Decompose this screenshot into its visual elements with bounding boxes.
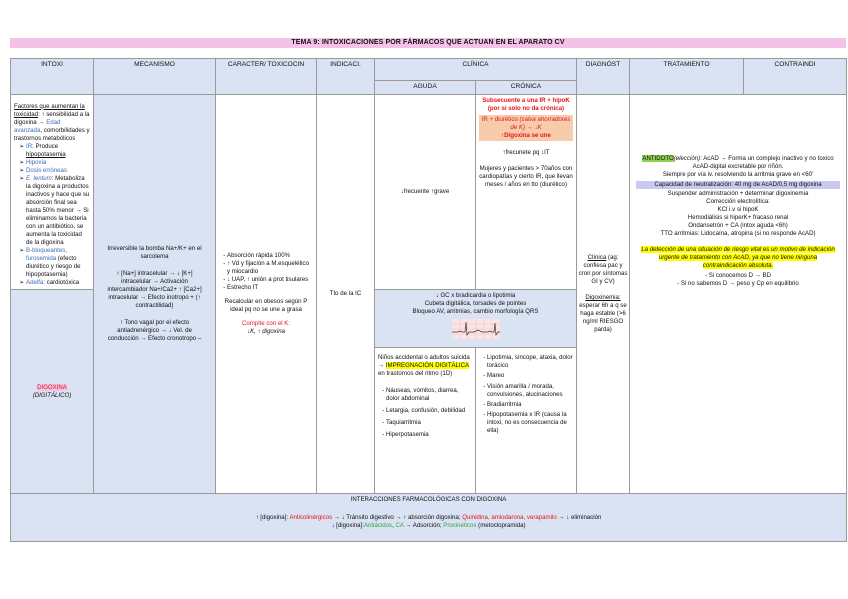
antidoto-text-2: Siempre por vía iv. resolviendo la arritmia grave en <60'	[662, 170, 814, 178]
header-diagnost: DIAGNÓST	[577, 59, 630, 95]
list-item: - Lipotimia, síncope, ataxia, dolor torácico	[487, 354, 573, 370]
list-item: ➢ Hipoxia	[26, 159, 90, 167]
list-item: - Mareo	[487, 372, 573, 380]
header-aguda: AGUDA	[375, 81, 476, 95]
drug-name: DIGOXINA	[37, 383, 67, 391]
caracter-cell	[216, 94, 317, 494]
header-contraindi: CONTRAINDI	[744, 59, 847, 95]
list-item: ➢ E. lentum: Metaboliza la digoxina a productos inactivos y hace que su absorción final sea hasta 50% menor → Si eliminamos la bacteria con un antibiótico, se aumenta la toxicidad de la digoxina	[26, 175, 90, 247]
list-item: - Estrecho IT	[227, 284, 313, 292]
common-line-3: Bloqueo AV, arritmias, cambio morfología QRS	[412, 308, 539, 316]
trat-step: TTO arritmias: Lidocaína, atropina (si no responde AcAD)	[660, 229, 816, 237]
interacciones-title: INTERACCIONES FARMACOLÓGICAS CON DIGOXINA	[350, 496, 507, 504]
list-item: - Letargia, confusión, debilidad	[386, 407, 472, 415]
header-caracter: CARACTER/ TOXICOCIN	[216, 59, 317, 95]
deteccion-text: La detección de una situación de riesgo vital es un motivo de indicación urgente de tratamiento con AcAD, ya que no tiene ninguna contraindicación absoluta.	[641, 246, 835, 270]
trat-d2: - Si no sabemos D → peso y Cp en equilibrio	[677, 280, 799, 288]
aguda-detail-cell	[375, 348, 476, 494]
indicaci-cell: Tto de la IC	[317, 94, 375, 494]
cronica-highlight-box: IR + diurético (salva ahorradores de K) → ↓K ↑Digoxina se une	[479, 115, 573, 141]
list-item: ➢ IR: Produce hipopotasemia	[26, 143, 90, 159]
tratamiento-cell	[630, 94, 847, 494]
list-item: ➢ B-bloqueantes, furosemida (efecto diurético y riesgo de hipopotasemia)	[26, 247, 90, 279]
recalcular-note: Recalcular en obesos según P ideal pq no se une a grasa	[224, 298, 308, 314]
interacciones-line-1: ↑ [digoxina]: Anticolinérgicos → ↓ Tránsito digestivo → ↑ absorción digoxina; Quinidina, amiodarona, verapamilo → ↓ eliminación	[255, 514, 602, 522]
header-tratamiento: TRATAMIENTO	[630, 59, 744, 95]
list-item: - Visión amarilla / morada, convulsiones, alucinaciones	[487, 383, 573, 399]
mecanismo-line-1: Irreversible la bomba Na+/K+ en el sarcolema	[107, 244, 202, 260]
factores-tail: , comorbilidades y trastornos metabólicos	[14, 126, 90, 142]
header-mecanismo: MECANISMO	[94, 59, 216, 95]
factores-heading: Factores que aumentan la toxicidad	[14, 102, 85, 118]
cronica-detail-cell	[476, 348, 577, 494]
trat-step: Suspender administración + determinar digoxinemia	[667, 189, 809, 197]
cronica-text-1: ↑frecunete pq ↓IT	[502, 148, 550, 156]
list-item: - Náuseas, vómitos, diarrea, dolor abdominal	[386, 387, 472, 403]
list-item: - Hipopotasemia x IR (causa la intoxi, no es consecuencia de ella)	[487, 411, 573, 435]
antidoto-text: ANTIDOTO(elección): AcAD → Forma un complejo inactivo y no toxico AcAD-digital excretable por riñón.	[642, 154, 834, 170]
trat-d1: - Si conocemos D → BD	[704, 272, 772, 280]
trat-step: KCl i.v si hipoK	[717, 205, 759, 213]
cronica-text-2: Mujeres y pacientes > 70años con cardiopatías y cierto IR, que llevan meses / años en tto (diurético)	[479, 164, 573, 188]
list-item: ➢ Dosis erróneas	[26, 167, 90, 175]
interacciones-line-2: ↓ [digoxina]:Antiácidos, CA → Adsorción; Procinéticos (metoclopramida)	[331, 522, 526, 530]
aguda-intro: Niños accidental o adultos suicida → IMPREGNACIÓN DIGITÁLICA en trastornos del ritmo (1D)	[378, 354, 470, 378]
header-cronica: CRÓNICA	[476, 81, 577, 95]
trat-step: Ondansetrón + CA (intox aguda <6h)	[688, 221, 788, 229]
diagnost-clinica: Clínica (ag: confiesa pac y cron por síntomas GI y CV)	[578, 253, 628, 286]
cronica-sub1: Subsecuente a una IR + hipoK (por si solo no da crónica)	[482, 96, 570, 112]
header-clinica: CLÍNICA	[375, 59, 577, 81]
trat-step: Hemodiálisis si hiperK+ fracaso renal	[687, 213, 789, 221]
aguda-frequency-cell: ↓frecuente ↑grave	[375, 94, 476, 290]
intoxication-table	[10, 58, 847, 542]
interacciones-cell	[11, 494, 847, 542]
page-title: TEMA 9: INTOXICACIONES POR FÁRMACOS QUE ACTUAN EN EL APARATO CV	[10, 38, 846, 48]
diagnost-cell	[577, 94, 630, 494]
mecanismo-line-2: ↑ [Na+] intracelular → ↓ [K+] intracelular → Activación intercambiador Na+/Ca2+ ↑ [Ca2+] intracelular → Efecto inotropo + (↑ contractilidad)	[107, 269, 202, 310]
list-item: - Bradiarritmia	[487, 401, 573, 409]
list-item: - ↑ Vd y fijación a M.esquelético y miocardio	[227, 260, 313, 276]
compite-note-2: ↓K, ↑ digoxina	[247, 328, 285, 336]
capacidad-text: Capacidad de neutralización: 40 mg de AcAD/0,5 mg digoxina	[636, 181, 840, 189]
mecanismo-cell	[94, 94, 216, 494]
common-line-2: Cubeta digitálica, torsades de pointes	[424, 300, 527, 308]
list-item: - Taquiarritmia	[386, 419, 472, 427]
list-item: - ↓ UAP, ↑ unión a prot tisulares	[227, 276, 313, 284]
cronica-frequency-cell	[476, 94, 577, 290]
factores-text: : ↑ sensibilidad a la digoxina →	[14, 110, 90, 126]
header-intoxi: INTOXI	[11, 59, 94, 95]
list-item: ➢ Adelfa: cardiotóxica	[26, 279, 90, 287]
mecanismo-line-3: ↑ Tono vagal por el efecto antiadrenérgico → ↓ Vel. de conducción → Efecto cronotropo –	[107, 319, 202, 343]
intoxi-factors-cell	[11, 94, 94, 290]
drug-class: (DIGITÁLICO)	[32, 391, 72, 399]
common-line-1: ↓ GC x bradicardia o lipotimia	[435, 292, 516, 300]
list-item: - Absorción rápida 100%	[227, 252, 313, 260]
list-item: - Hiperpotasemia	[386, 431, 472, 439]
compite-note: Compite con el K:	[241, 320, 291, 328]
ecg-image	[452, 319, 500, 339]
edad-text: Edad avanzada	[14, 118, 61, 134]
header-indicaci: INDICACI.	[317, 59, 375, 95]
trat-step: Corrección electrolítica:	[706, 197, 770, 205]
diagnost-digoxinemia: Digoxinemia: esperar 6h a q se haga estable (>6 ng/ml RIESGO parda)	[579, 294, 627, 334]
clinica-common-cell	[375, 290, 577, 348]
drug-cell	[11, 290, 94, 494]
